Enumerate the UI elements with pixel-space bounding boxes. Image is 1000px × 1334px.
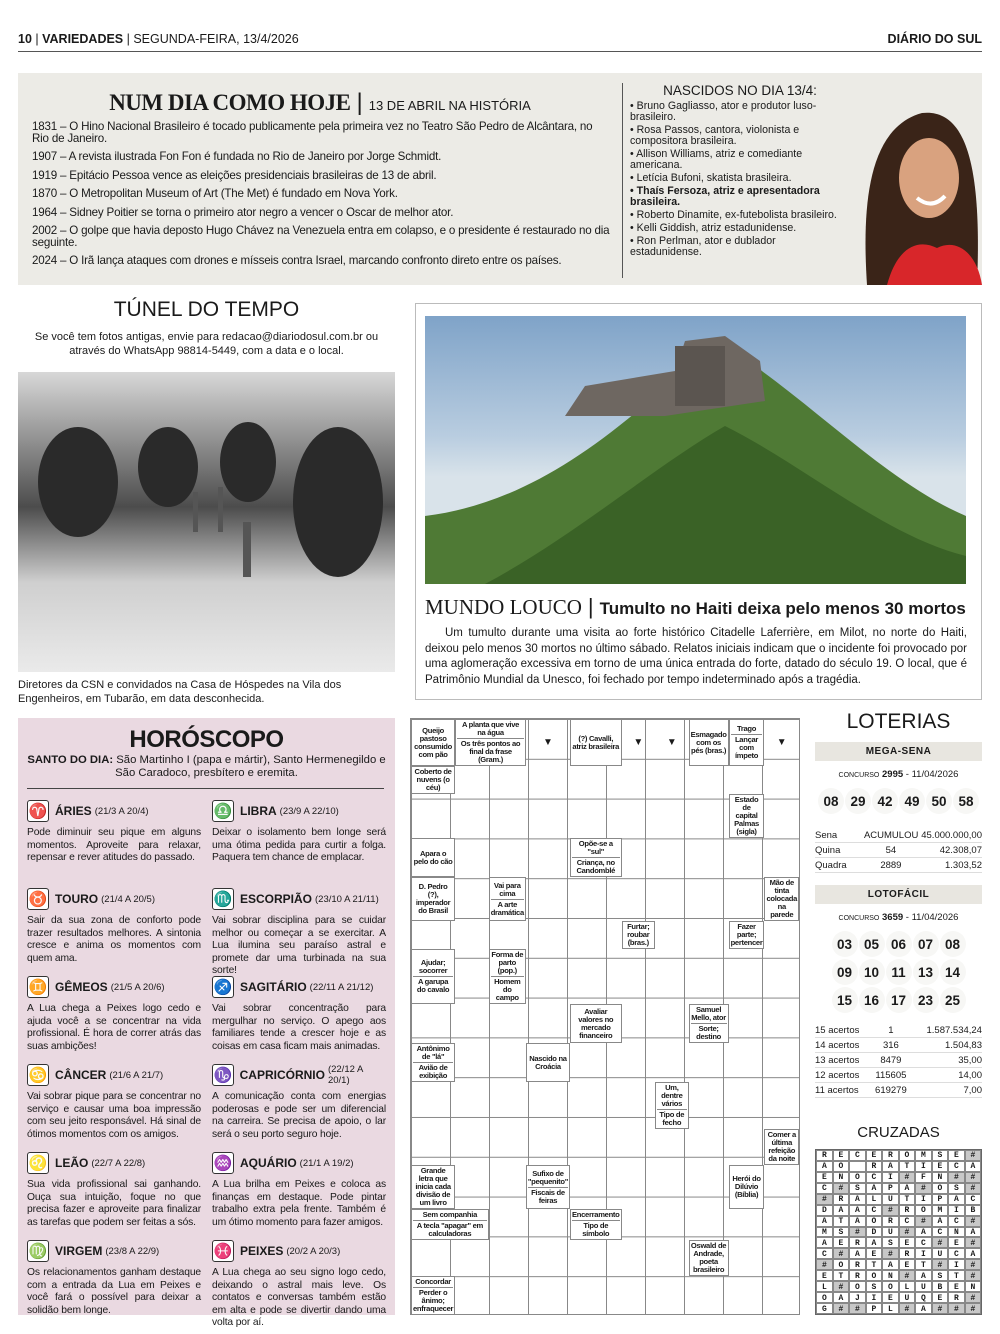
clue-cell [570, 838, 621, 877]
prize-cell: 2889 [880, 859, 902, 871]
cruzadas-title: CRUZADAS [857, 1124, 940, 1141]
clue-cell [729, 719, 765, 766]
lotofacil-title: LOTOFÁCIL [815, 885, 982, 904]
lottery-box [815, 710, 982, 1098]
history-item: 1919 – Epitácio Pessoa vence as eleições presidenciais brasileiras de 13 de abril. [32, 168, 437, 182]
sign-header [212, 1064, 386, 1086]
horoscope-sign [212, 888, 386, 978]
clue-text: Os três pontos ao final da frase (Gram.) [457, 738, 524, 764]
prize-cell: 45.000.000,00 [921, 829, 982, 841]
page-header [18, 32, 982, 52]
clue-text: Esmagado com os pés (bras.) [690, 729, 727, 755]
clue-text: A planta que vive na água [461, 720, 520, 737]
lottery-ball: 50 [926, 788, 952, 814]
answer-grid-rows [816, 1150, 988, 1314]
clue-cell [689, 719, 729, 766]
sign-text: Pode diminuir seu pique em alguns momentos. Aproveite para relaxar, repensar e rever atitudes do passado. [27, 827, 201, 864]
header-left: 10 | VARIEDADES | SEGUNDA-FEIRA, 13/4/2026 [18, 32, 299, 46]
sign-header [27, 1064, 201, 1086]
citadelle-photo [425, 316, 966, 584]
lottery-ball: 29 [845, 788, 871, 814]
born-item: • Thaís Fersoza, atriz e apresentadora brasileira. [630, 185, 820, 208]
history-list [32, 121, 612, 274]
clue-text: Criança, no Candomblé [572, 857, 619, 875]
horoscope-sign [212, 976, 386, 1053]
sign-dates: (22/7 A 22/8) [91, 1157, 146, 1169]
lottery-ball: 13 [913, 959, 939, 985]
clue-text: Mão de tinta colocada na parede [766, 878, 798, 919]
history-box [18, 73, 982, 285]
prize-cell: Quadra [815, 859, 847, 871]
sign-header [212, 976, 386, 998]
clue-text: Sorte; destino [691, 1023, 727, 1041]
prize-cell: 1.587.534,24 [926, 1024, 982, 1036]
sign-text: A Lua chega a Peixes logo cedo e ajuda você a se concentrar na vida profissional. É hora de correr atrás das suas ambições! [27, 1003, 201, 1052]
clue-cell [526, 1043, 570, 1082]
lottery-ball: 58 [953, 788, 979, 814]
lottery-ball: 08 [818, 788, 844, 814]
sign-name: ÁRIES [55, 804, 92, 818]
horoscope-sign [212, 800, 386, 865]
taurus-icon: ♉ [27, 888, 49, 910]
clue-cell [622, 921, 656, 949]
clue-text: Oswald de Andrade, poeta brasileiro [690, 1241, 727, 1274]
lottery-ball: 03 [832, 931, 858, 957]
sign-name: LIBRA [240, 804, 277, 818]
photo-caption: Diretores da CSN e convidados na Casa de Hóspedes na Vila dos Engenheiros, em Tubarão, em data desconhecida. [18, 679, 342, 705]
sign-header [212, 800, 386, 822]
horoscope-sign [27, 1152, 201, 1229]
sign-text: Sua vida profissional sai ganhando. Ouça sua intuição, foque no que precisa fazer e aproveite para finalizar as tarefas que podem ser feitas a sós. [27, 1179, 201, 1228]
prize-cell: 12 acertos [815, 1069, 860, 1081]
clue-cell [455, 719, 526, 766]
answer-row: OAJIEUQER# [822, 1294, 988, 1303]
cancer-icon: ♋ [27, 1064, 49, 1086]
clue-cell [411, 1209, 489, 1240]
clue-text: Forma de parto (pop.) [491, 950, 524, 975]
prize-cell: 15 acertos [815, 1024, 860, 1036]
lottery-ball: 25 [940, 987, 966, 1013]
lottery-ball: 08 [940, 931, 966, 957]
clue-text: Apara o pelo do cão [413, 848, 453, 866]
clue-text: Tipo de símbolo [572, 1220, 619, 1238]
lottery-ball: 07 [913, 931, 939, 957]
sign-dates: (21/6 A 21/7) [109, 1069, 164, 1081]
clue-cell [570, 1209, 621, 1240]
answer-row: #RALUTIPAC [822, 1195, 988, 1204]
pisces-icon: ♓ [212, 1240, 234, 1262]
sign-text: Vai sobrar concentração para mergulhar no serviço. O apego aos familiares tende a crescer hoje e as coisas em casa ficam mais animadas. [212, 1003, 386, 1052]
sign-text: Vai sobrar disciplina para se cuidar melhor ou começar a se exercitar. A Lua ilumina seu paraíso astral e promete dar uma turbinada na sua sorte! [212, 915, 386, 977]
answer-row: DAAC#ROMIB [822, 1206, 988, 1215]
horoscope-sign [27, 976, 201, 1053]
prize-cell: 54 [885, 844, 897, 856]
prize-cell: 1.303,52 [945, 859, 982, 871]
history-item: 2024 – O Irã lança ataques com drones e mísseis contra Israel, marcando confronto direto entre os países. [32, 254, 562, 267]
prize-cell: 11 acertos [815, 1084, 859, 1096]
clue-cell [729, 1165, 765, 1209]
clue-cell [729, 794, 765, 838]
clue-text: Vai para cima [493, 880, 521, 898]
prize-cell: 8479 [880, 1054, 902, 1066]
lotofacil-prize-table [815, 1023, 982, 1098]
born-item: • Ron Perlman, ator e dublador estadunidense. [630, 235, 776, 258]
lottery-ball: 23 [913, 987, 939, 1013]
clue-text: Estado de capital Palmas (sigla) [734, 795, 759, 836]
portrait-photo [857, 88, 982, 285]
clue-text: Grande letra que inicia cada divisão de um livro [415, 1166, 451, 1207]
divider [27, 788, 384, 789]
sign-name: LEÃO [55, 1156, 89, 1170]
sign-dates: (23/9 A 22/10) [279, 805, 339, 817]
prize-cell: 7,00 [963, 1084, 982, 1096]
divider [622, 83, 623, 278]
clue-text: Queijo pastoso consumido com pão [414, 725, 452, 759]
arrow-down-icon: ▼ [542, 737, 553, 748]
sign-name: TOURO [55, 892, 99, 906]
clue-text: Sem companhia [422, 1210, 478, 1219]
lotofacil-numbers [815, 931, 982, 1013]
clue-text: Encerramento [572, 1210, 620, 1219]
arrow-down-icon: ▼ [666, 737, 677, 748]
clue-text: Opõe-se a "sul" [578, 839, 613, 856]
answer-row: RECEROMSE# [822, 1151, 988, 1160]
clue-cell [689, 1004, 729, 1043]
prize-row [815, 1068, 982, 1083]
answer-row: G##PL#A### [822, 1305, 988, 1314]
clue-cell [411, 838, 455, 877]
prize-cell: 115605 [875, 1069, 907, 1081]
answer-row: ENOCI#FN## [822, 1173, 988, 1182]
sign-text: A Lua brilha em Peixes e coloca as finanças em destaque. Pode pintar trabalho extra pela frente. Também é um ótimo momento para fazer amigos. [212, 1179, 386, 1228]
mundo-louco-box [415, 303, 982, 700]
history-item: 2002 – O golpe que havia deposto Hugo Chávez na Venezuela entra em colapso, e o presidente é restaurado no dia seguinte. [32, 224, 610, 249]
lottery-ball: 16 [859, 987, 885, 1013]
prize-cell: Quina [815, 844, 841, 856]
prize-row [815, 828, 982, 843]
prize-cell: 42.308,07 [939, 844, 982, 856]
horoscope-title: HORÓSCOPO [129, 726, 284, 753]
sign-name: SAGITÁRIO [240, 980, 307, 994]
leo-icon: ♌ [27, 1152, 49, 1174]
sign-header [27, 1152, 201, 1174]
sign-name: CAPRICÓRNIO [239, 1068, 325, 1082]
sign-text: A comunicação conta com energias poderosas e pode ser um diferencial na carreira. Se precisa de apoio, o lar será o seu porto seguro hoje. [212, 1091, 386, 1140]
lottery-ball: 15 [832, 987, 858, 1013]
clue-text: D. Pedro (?), imperador do Brasil [415, 882, 451, 915]
sign-dates: (22/12 A 20/1) [327, 1064, 363, 1086]
sign-dates: (21/3 A 20/4) [94, 805, 149, 817]
answer-row: AERASEC#E# [822, 1239, 988, 1248]
clue-text: Antônimo de "lá" [416, 1044, 450, 1061]
clue-text: Samuel Mello, ator [691, 1005, 726, 1022]
prize-cell: 619279 [875, 1084, 907, 1096]
clue-text: Avaliar valores no mercado financeiro [578, 1006, 614, 1040]
clue-text: Fiscais de feiras [528, 1187, 568, 1205]
clue-text: A arte dramática [490, 899, 524, 917]
clue-text: Tipo de fecho [657, 1109, 687, 1127]
clue-text: Nascido na Croácia [529, 1053, 567, 1071]
clue-text: Ajudar; socorrer [418, 958, 448, 975]
horoscope-sign [27, 1064, 201, 1141]
sign-header [212, 1152, 386, 1174]
history-title: NUM DIA COMO HOJE | 13 DE ABRIL NA HISTÓRIA [109, 89, 531, 116]
clue-cell [655, 1082, 689, 1129]
virgo-icon: ♍ [27, 1240, 49, 1262]
sign-dates: (23/8 A 22/9) [105, 1245, 160, 1257]
sign-header [212, 888, 386, 910]
clue-cell [411, 766, 455, 794]
lottery-ball: 06 [886, 931, 912, 957]
prize-cell: ACUMULOU [863, 829, 919, 841]
sign-text: Os relacionamentos ganham destaque com a entrada da Lua em Peixes e você fará o possível para deixar a solidão bem longe. [27, 1267, 201, 1316]
sign-dates: (21/5 A 20/6) [110, 981, 165, 993]
sign-dates: (22/11 A 21/12) [309, 981, 374, 993]
history-item: 1831 – O Hino Nacional Brasileiro é tocado publicamente pela primeira vez no Teatro São Pedro de Alcântara, no Rio de Janeiro. [32, 120, 593, 145]
answer-row: ATAORC#AC# [822, 1217, 988, 1226]
tunel-title: TÚNEL DO TEMPO [113, 298, 300, 321]
clue-cell [729, 921, 765, 949]
clue-cell [764, 1129, 799, 1165]
history-item: 1907 – A revista ilustrada Fon Fon é fundada no Rio de Janeiro por Jorge Schmidt. [32, 150, 442, 163]
sign-name: ESCORPIÃO [240, 892, 313, 906]
sign-text: A Lua chega ao seu signo logo cedo, deixando o astral mais leve. Os contatos e conversas também estão em alta e pode se divertir dando uma volta por aí. [212, 1267, 386, 1329]
sign-name: VIRGEM [55, 1244, 103, 1258]
clue-cell [570, 1004, 621, 1043]
clue-cell [411, 877, 455, 921]
lottery-title: LOTERIAS [846, 710, 951, 733]
clue-cell [526, 1165, 570, 1209]
born-item: • Bruno Gagliasso, ator e produtor luso-brasileiro. [630, 100, 817, 123]
sign-text: Sair da sua zona de conforto pode trazer resultados melhores. A sintonia cresce e anima os momentos com quem ama. [27, 915, 201, 964]
answer-row: MS#DU#ACNA [822, 1228, 988, 1237]
horoscope-sign [212, 1152, 386, 1229]
born-item: • Rosa Passos, cantora, violonista e compositora brasileira. [630, 124, 800, 147]
history-item: 1964 – Sidney Poitier se torna o primeiro ator negro a vencer o Oscar de melhor ator. [32, 205, 454, 219]
sign-dates: (21/4 A 20/5) [101, 893, 155, 905]
prize-cell: Sena [815, 829, 838, 841]
lottery-ball: 05 [859, 931, 885, 957]
born-item: • Roberto Dinamite, ex-futebolista brasileiro. [630, 209, 837, 221]
clue-cell [489, 877, 526, 921]
gemini-icon: ♊ [27, 976, 49, 998]
clue-text: Herói do Dilúvio (Bíblia) [732, 1174, 761, 1199]
horoscope-box [18, 718, 395, 1329]
crossword-grid[interactable] [410, 718, 800, 1315]
sign-dates: (23/10 A 21/11) [315, 893, 379, 905]
newspaper-brand: DIÁRIO DO SUL [887, 32, 982, 46]
sign-header [212, 1240, 386, 1262]
born-item: • Letícia Bufoni, skatista brasileira. [630, 172, 792, 184]
born-item: • Kelli Giddish, atriz estadunidense. [630, 222, 797, 234]
answer-row: C#SAPA#OS# [822, 1184, 988, 1193]
born-item: • Allison Williams, atriz e comediante americana. [630, 148, 803, 171]
sign-text: Vai sobrar pique para se concentrar no serviço e causar uma boa impressão com seu jeito responsável. Há sinal de ótimos momentos com os amigos. [27, 1091, 201, 1140]
mega-prize-table [815, 828, 982, 873]
clue-cell [689, 1240, 729, 1276]
prize-cell: 316 [882, 1039, 899, 1051]
prize-cell: 13 acertos [815, 1054, 860, 1066]
cruzadas-answer-grid [815, 1149, 988, 1315]
clue-text: Trago [736, 724, 757, 733]
clue-text: Comer a última refeição da noite [767, 1130, 796, 1163]
clue-text: Avião de exibição [413, 1062, 453, 1080]
mega-numbers [815, 788, 982, 814]
mega-concurso: CONCURSO 2995 - 11/04/2026 [838, 769, 959, 780]
sign-name: AQUÁRIO [240, 1156, 297, 1170]
lottery-ball: 14 [940, 959, 966, 985]
clue-text: Concordar [415, 1277, 451, 1286]
horoscope-sign [27, 800, 201, 865]
sign-dates: (20/2 A 20/3) [286, 1245, 341, 1257]
prize-cell: 35,00 [958, 1054, 982, 1066]
prize-row [815, 1083, 982, 1098]
lottery-ball: 49 [899, 788, 925, 814]
answer-row: #ORTAET#I# [822, 1261, 988, 1270]
clue-cell [411, 719, 455, 766]
arrow-down-icon: ▼ [633, 737, 644, 748]
clue-text: Fazer parte; pertencer [730, 922, 763, 947]
lottery-ball: 17 [886, 987, 912, 1013]
answer-row: C#AE#RIUCA [822, 1250, 988, 1259]
clue-text: (?) Cavalli, atriz brasileira [572, 733, 620, 751]
clue-cell [489, 949, 526, 1004]
clue-cell [764, 877, 799, 921]
prize-row [815, 1023, 982, 1038]
born-today: NASCIDOS NO DIA 13/4: • Bruno Gagliasso, ator e produtor luso-brasileiro. • Rosa Passos, cantora, violonista e compositora brasileira. • Allison Williams, atriz e comediante americana. • Letícia Bufoni, skatista brasileira. • Thaís Fersoza, atriz e apresentadora brasileira. • Roberto Dinamite, ex-futebolista brasileiro. • Kelli Giddish, atriz estadunidense. • Ron Perlman, ator e dublador estadunidense. [630, 85, 850, 260]
aries-icon: ♈ [27, 800, 49, 822]
clue-cell [411, 1165, 455, 1209]
sign-header [27, 1240, 201, 1262]
sign-dates: (21/1 A 19/2) [299, 1157, 354, 1169]
lottery-ball: 10 [859, 959, 885, 985]
horoscope-sign [27, 1240, 201, 1317]
prize-row [815, 843, 982, 858]
sign-name: GÊMEOS [55, 980, 108, 994]
sign-header [27, 800, 201, 822]
answer-row: AO RATIECA [822, 1162, 988, 1171]
horoscope-sign [27, 888, 201, 965]
aquarius-icon: ♒ [212, 1152, 234, 1174]
mundo-headline: MUNDO LOUCO | Tumulto no Haiti deixa pelo menos 30 mortos [425, 594, 966, 619]
clue-text: Perder o ânimo; enfraquecer [413, 1288, 454, 1313]
clue-cell [570, 719, 621, 766]
scorpio-icon: ♏ [212, 888, 234, 910]
horoscope-sign [212, 1064, 386, 1141]
sign-name: CÂNCER [55, 1068, 107, 1082]
prize-row [815, 858, 982, 873]
prize-cell: 14 acertos [815, 1039, 860, 1051]
clue-cell [411, 949, 455, 1004]
prize-cell: 14,00 [958, 1069, 982, 1081]
lottery-ball: 42 [872, 788, 898, 814]
sign-text: Deixar o isolamento bem longe será uma ótima pedida para curtir a folga. Paquera tem chance de emplacar. [212, 827, 386, 864]
lottery-ball: 09 [832, 959, 858, 985]
history-item: 1870 – O Metropolitan Museum of Art (The Met) é fundado em Nova York. [32, 187, 398, 200]
clue-text: Um, dentre vários [661, 1083, 683, 1108]
answer-row: ETRON#AST# [822, 1272, 988, 1281]
tunel-text: Se você tem fotos antigas, envie para redacao@diariodosul.com.br ou através do WhatsApp 98814-5449, com a data e o local. [34, 331, 379, 357]
clue-cell [411, 1276, 455, 1315]
libra-icon: ♎ [212, 800, 234, 822]
clue-text: Sufixo de "pequenito" [527, 1168, 569, 1186]
historic-photo [18, 372, 395, 672]
prize-cell: 1.504,83 [945, 1039, 982, 1051]
mundo-body: Um tumulto durante uma visita ao forte histórico Citadelle Laferrière, em Milot, no norte do Haiti, deixou pelo menos 30 mortos no último sábado. Relatos iniciais indicam que o incidente foi provocado por uma aglomeração excessiva em torno de uma única entrada do forte, datado do século 19. O local, que é Patrimônio Mundial da Unesco, foi fechado por tempo indeterminado após a tragédia. [425, 627, 967, 686]
clue-text: Coberto de nuvens (o céu) [414, 767, 452, 792]
mega-sena-title: MEGA-SENA [815, 742, 982, 761]
arrow-down-icon: ▼ [776, 737, 787, 748]
prize-row [815, 1038, 982, 1053]
santo-do-dia: SANTO DO DIA: São Martinho I (papa e mártir), Santo Hermenegildo e São Caradoco, presbítero e eremita. [27, 754, 386, 779]
clue-text: A garupa do cavalo [413, 976, 453, 994]
prize-cell: 1 [888, 1024, 894, 1036]
prize-row [815, 1053, 982, 1068]
clue-text: A tecla "apagar" em calculadoras [413, 1220, 487, 1238]
horoscope-sign [212, 1240, 386, 1330]
clue-text: Furtar; roubar (bras.) [627, 922, 650, 947]
loto-concurso: CONCURSO 3659 - 11/04/2026 [838, 912, 959, 923]
capricorn-icon: ♑ [212, 1064, 234, 1086]
answer-row: L#OSOLUBEN [822, 1283, 988, 1292]
lottery-ball: 11 [886, 959, 912, 985]
clue-cell [411, 1043, 455, 1082]
sign-name: PEIXES [240, 1244, 284, 1258]
clue-text: Homem do campo [491, 976, 524, 1002]
sign-header [27, 976, 201, 998]
clue-text: Lançar com ímpeto [731, 734, 763, 760]
sagittarius-icon: ♐ [212, 976, 234, 998]
sign-header [27, 888, 201, 910]
